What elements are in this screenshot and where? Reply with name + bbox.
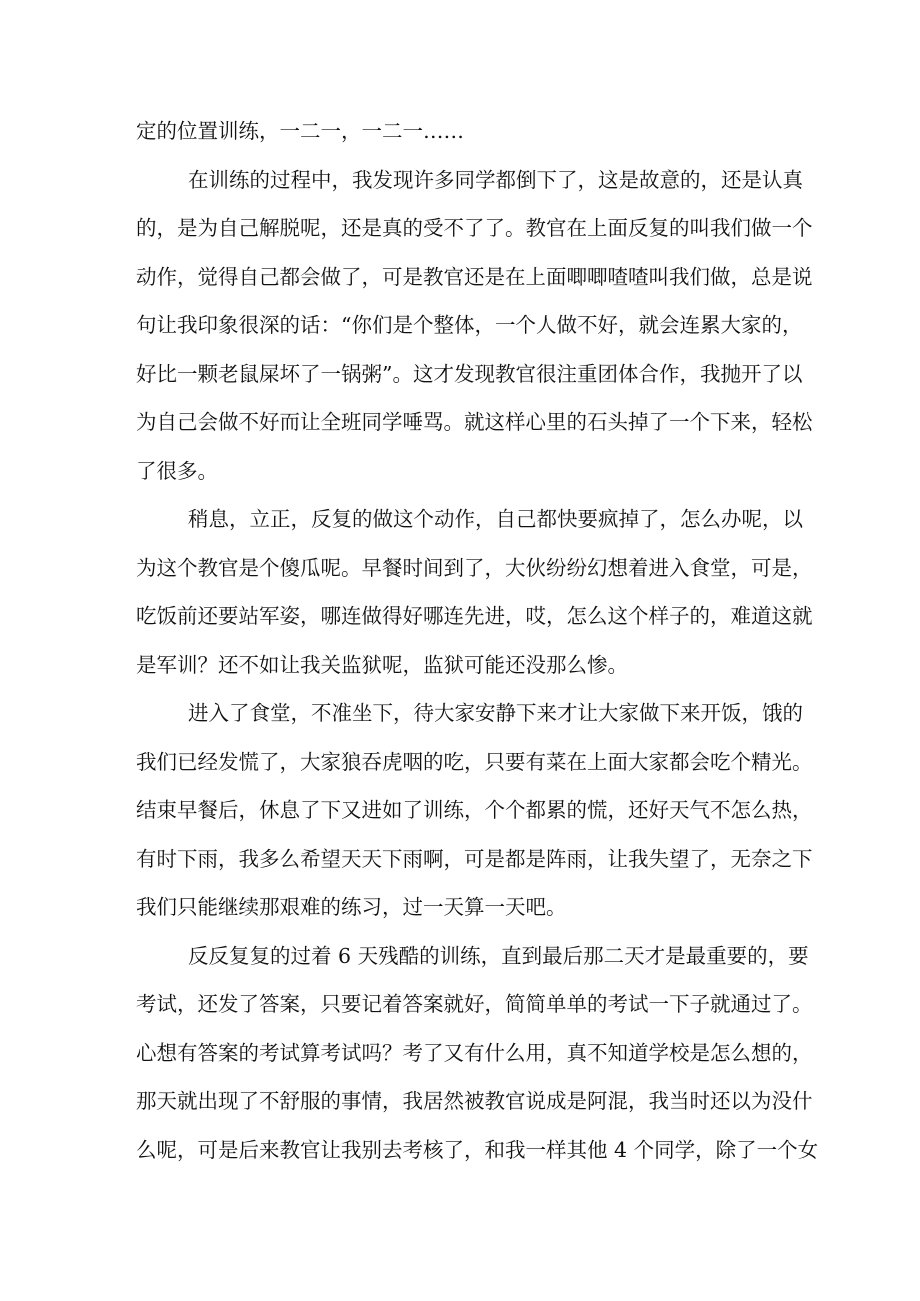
text-line: 结束早餐后，休息了下又进如了训练，个个都累的慌，还好天气不怎么热， [136,798,813,822]
text-line: 稍息，立正，反复的做这个动作，自己都快要疯掉了，怎么办呢，以 [188,507,803,531]
paragraph-1 [136,114,802,163]
text-line: 心想有答案的考试算考试吗？考了又有什么用，真不知道学校是怎么想的， [136,1040,813,1065]
paragraph-3 [136,502,813,696]
text-line: 定的位置训练，一二一，一二一…… [136,119,464,143]
text-line: 反反复复的过着 6 天残酷的训练，直到最后那二天才是最重要的，要 [188,943,809,968]
text-line: 为自己会做不好而让全班同学唾骂。就这样心里的石头掉了一个下来，轻松 [136,410,813,434]
paragraph-5 [136,939,819,1182]
text-line: 的，是为自己解脱呢，还是真的受不了了。教官在上面反复的叫我们做一个 [136,216,813,240]
text-line: 为这个教官是个傻瓜呢。早餐时间到了，大伙纷纷幻想着进入食堂，可是， [136,555,813,580]
text-line: 有时下雨，我多么希望天天下雨啊，可是都是阵雨，让我失望了，无奈之下 [136,846,813,871]
paragraph-2 [136,163,813,503]
text-line: 我们只能继续那艰难的练习，过一天算一天吧。 [136,895,567,919]
text-line: 好比一颗老鼠屎坏了一锅粥”。这才发现教官很注重团体合作，我抛开了以 [136,361,803,386]
paragraph-4 [136,696,813,939]
text-line: 了很多。 [136,458,218,483]
text-line: 是军训？还不如让我关监狱呢，监狱可能还没那么惨。 [136,652,628,677]
text-line: 么呢，可是后来教官让我别去考核了，和我一样其他 4 个同学，除了一个女 [136,1137,819,1162]
text-line: 句让我印象很深的话：“你们是个整体，一个人做不好，就会连累大家的， [136,313,803,337]
text-line: 吃饭前还要站军姿，哪连做得好哪连先进，哎，怎么这个样子的，难道这就 [136,604,813,628]
text-line: 考试，还发了答案，只要记着答案就好，简简单单的考试一下子就通过了。 [136,992,813,1016]
text-line: 我们已经发慌了，大家狼吞虎咽的吃，只要有菜在上面大家都会吃个精光。 [136,749,813,774]
text-line: 在训练的过程中，我发现许多同学都倒下了，这是故意的，还是认真 [188,167,803,192]
document-body [136,114,819,1181]
text-line: 进入了食堂，不准坐下，待大家安静下来才让大家做下来开饭，饿的 [188,701,803,725]
text-line: 那天就出现了不舒服的事情，我居然被教官说成是阿混，我当时还以为没什 [136,1089,813,1113]
text-line: 动作，觉得自己都会做了，可是教官还是在上面唧唧喳喳叫我们做，总是说 [136,264,813,289]
